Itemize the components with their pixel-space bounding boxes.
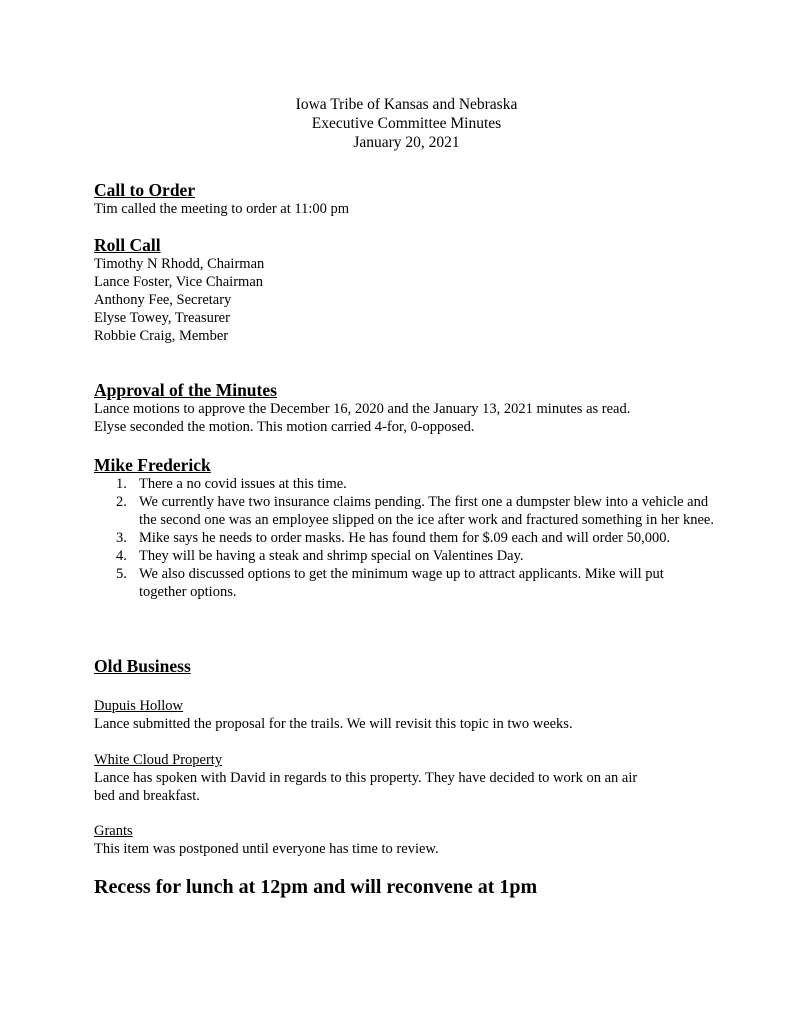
call-to-order-text: Tim called the meeting to order at 11:00 pm	[94, 201, 350, 217]
roll-call-member: Timothy N Rhodd, Chairman	[94, 256, 265, 272]
grants-title: Grants	[94, 823, 133, 839]
list-item-number: 5.	[116, 566, 127, 582]
list-item-text: We currently have two insurance claims pending. The first one a dumpster blew into a vehicle and the second one was an employee slipped on the ice after work and fractured something in her knee.	[139, 494, 714, 528]
list-item-number: 3.	[116, 530, 127, 546]
list-item-text: There a no covid issues at this time.	[139, 476, 347, 492]
dupuis-hollow-text: Lance submitted the proposal for the trails. We will revisit this topic in two weeks.	[94, 716, 573, 732]
roll-call-heading: Roll Call	[94, 235, 161, 255]
approval-text-line: Elyse seconded the motion. This motion carried 4-for, 0-opposed.	[94, 419, 475, 435]
approval-section	[94, 380, 714, 436]
roll-call-member: Lance Foster, Vice Chairman	[94, 274, 264, 290]
recess-notice: Recess for lunch at 12pm and will reconvene at 1pm	[94, 876, 538, 898]
approval-text-line: Lance motions to approve the December 16, 2020 and the January 13, 2021 minutes as read.	[94, 401, 631, 417]
call-to-order-heading: Call to Order	[94, 180, 196, 200]
roll-call-member: Robbie Craig, Member	[94, 328, 229, 344]
list-item	[94, 529, 714, 547]
meeting-date: January 20, 2021	[353, 134, 460, 151]
dupuis-hollow-item	[94, 697, 714, 733]
old-business-section	[94, 656, 714, 676]
dupuis-hollow-title: Dupuis Hollow	[94, 698, 184, 714]
list-item-number: 1.	[116, 476, 127, 492]
document-type: Executive Committee Minutes	[311, 115, 502, 132]
white-cloud-text-line: bed and breakfast.	[94, 788, 200, 804]
roll-call-member: Anthony Fee, Secretary	[94, 292, 232, 308]
list-item-text: Mike says he needs to order masks. He has found them for $.09 each and will order 50,000.	[139, 530, 671, 546]
white-cloud-item	[94, 751, 714, 805]
list-item	[94, 475, 714, 493]
list-item-number: 4.	[116, 548, 127, 564]
list-item	[94, 547, 714, 565]
document-header	[0, 95, 791, 152]
list-item	[94, 565, 714, 601]
list-item-number: 2.	[116, 494, 127, 510]
approval-heading: Approval of the Minutes	[94, 380, 277, 400]
list-item-text: We also discussed options to get the minimum wage up to attract applicants. Mike will put together options.	[139, 566, 664, 600]
mike-frederick-section	[94, 455, 714, 601]
white-cloud-text-line: Lance has spoken with David in regards to this property. They have decided to work on an air	[94, 770, 638, 786]
mike-frederick-heading: Mike Frederick	[94, 455, 211, 475]
grants-item	[94, 822, 714, 858]
list-item	[94, 493, 714, 529]
grants-text: This item was postponed until everyone has time to review.	[94, 841, 439, 857]
organization-name: Iowa Tribe of Kansas and Nebraska	[295, 96, 518, 113]
roll-call-section	[94, 235, 714, 345]
white-cloud-title: White Cloud Property	[94, 752, 223, 768]
old-business-heading: Old Business	[94, 656, 191, 676]
mike-frederick-list	[94, 475, 714, 601]
call-to-order-section	[94, 180, 714, 218]
roll-call-member: Elyse Towey, Treasurer	[94, 310, 230, 326]
list-item-text: They will be having a steak and shrimp special on Valentines Day.	[139, 548, 524, 564]
